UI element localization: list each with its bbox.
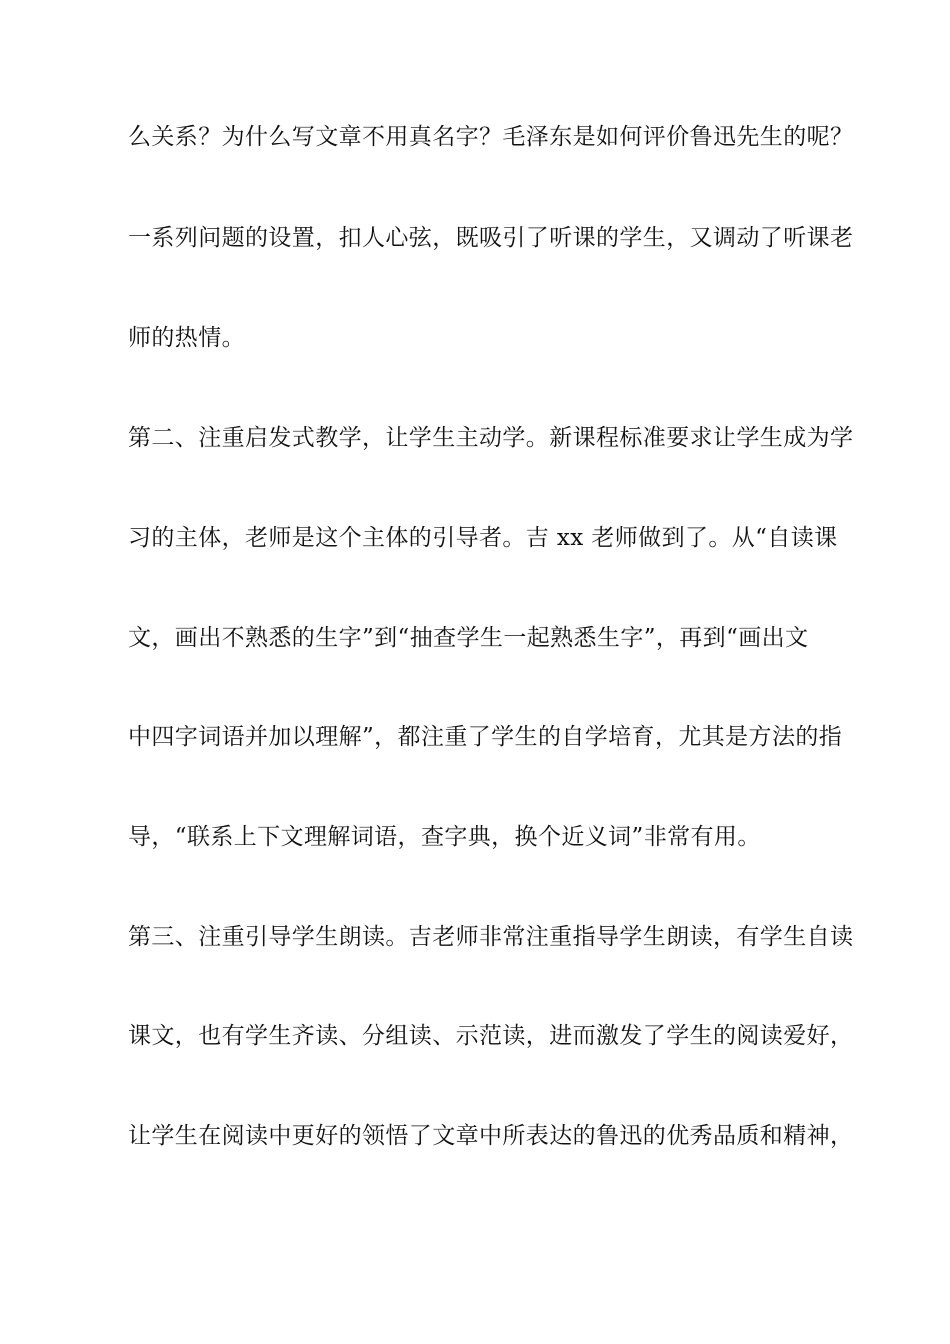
- text-line: 中四字词语并加以理解”，都注重了学生的自学培育，尤其是方法的指: [128, 724, 843, 750]
- text-line: 第三、注重引导学生朗读。吉老师非常注重指导学生朗读，有学生自读: [128, 924, 854, 950]
- text-line: 课文，也有学生齐读、分组读、示范读，进而激发了学生的阅读爱好，: [128, 1023, 854, 1049]
- text-line: 让学生在阅读中更好的领悟了文章中所表达的鲁迅的优秀品质和精神，: [128, 1123, 854, 1149]
- text-line: 导，“联系上下文理解词语，查字典，换个近义词”非常有用。: [128, 824, 761, 850]
- text-line: 么关系？为什么写文章不用真名字？毛泽东是如何评价鲁迅先生的呢？: [128, 124, 854, 150]
- text-line: 一系列问题的设置，扣人心弦，既吸引了听课的学生，又调动了听课老: [128, 225, 854, 251]
- text-line: 师的热情。: [128, 325, 245, 351]
- text-line: 文，画出不熟悉的生字”到“抽查学生一起熟悉生字”，再到“画出文: [128, 625, 809, 651]
- text-line: 第二、注重启发式教学，让学生主动学。新课程标准要求让学生成为学: [128, 425, 854, 451]
- text-line: 习的主体，老师是这个主体的引导者。吉 xx 老师做到了。从“自读课: [128, 525, 838, 551]
